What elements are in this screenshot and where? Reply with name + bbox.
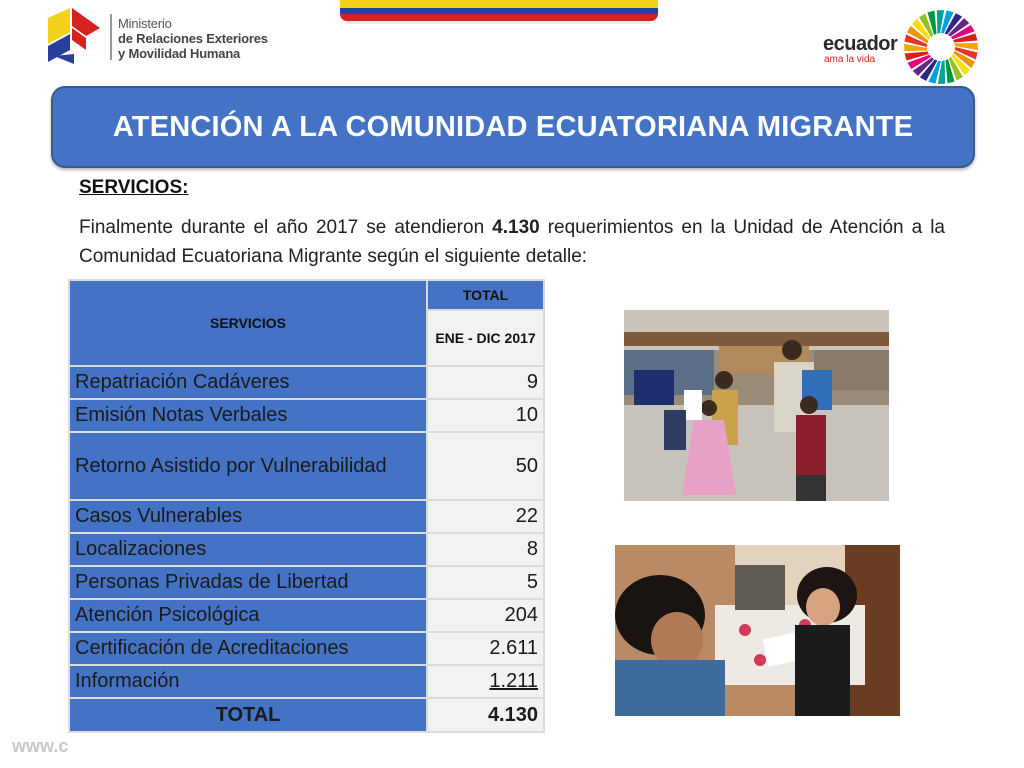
ecuador-brand-slogan: ama la vida bbox=[824, 54, 876, 65]
intro-after: requerimientos en la Unidad de Atención a la Comunidad Ecuatoriana Migrante según el siguiente detalle: bbox=[79, 217, 946, 267]
intro-before: Finalmente durante el año 2017 se atendieron bbox=[79, 217, 493, 238]
services-table bbox=[68, 279, 545, 733]
header-total: TOTAL bbox=[427, 280, 544, 310]
table-row bbox=[69, 533, 544, 566]
table-total-row bbox=[69, 698, 544, 732]
table-row bbox=[69, 632, 544, 665]
ministry-logo bbox=[46, 6, 286, 70]
row-value: 5 bbox=[427, 566, 544, 599]
row-name: Personas Privadas de Libertad bbox=[69, 566, 427, 599]
row-value: 50 bbox=[427, 432, 544, 500]
header-period: ENE - DIC 2017 bbox=[427, 310, 544, 366]
photo-airport bbox=[624, 310, 889, 501]
title-banner bbox=[51, 86, 975, 168]
header-services: SERVICIOS bbox=[69, 280, 427, 366]
row-value: 2.611 bbox=[427, 632, 544, 665]
section-label: SERVICIOS: bbox=[79, 177, 189, 198]
footer-url: www.c bbox=[12, 736, 69, 756]
ministry-line-1: Ministerio bbox=[118, 16, 172, 31]
ministry-separator bbox=[110, 14, 112, 60]
row-name: Retorno Asistido por Vulnerabilidad bbox=[69, 432, 427, 500]
flag-stripe-shadow bbox=[346, 21, 652, 24]
flag-stripe-red bbox=[340, 14, 658, 21]
total-label: TOTAL bbox=[69, 698, 427, 732]
ministry-emblem-icon bbox=[46, 6, 102, 66]
ministry-line-3: y Movilidad Humana bbox=[118, 46, 241, 61]
row-name: Emisión Notas Verbales bbox=[69, 399, 427, 432]
table-row bbox=[69, 399, 544, 432]
photo-consultation-illustration bbox=[615, 545, 900, 716]
table-row bbox=[69, 599, 544, 632]
ecuador-brand-word: ecuador bbox=[823, 33, 898, 55]
row-name: Repatriación Cadáveres bbox=[69, 366, 427, 399]
table-row bbox=[69, 500, 544, 533]
ecuador-color-wheel-icon bbox=[902, 8, 980, 86]
ministry-name bbox=[118, 16, 268, 61]
table-row bbox=[69, 665, 544, 698]
row-value: 1.211 bbox=[427, 665, 544, 698]
intro-highlight: 4.130 bbox=[492, 217, 540, 238]
flag-stripe-yellow bbox=[340, 0, 658, 8]
total-value: 4.130 bbox=[427, 698, 544, 732]
photo-consultation bbox=[615, 545, 900, 716]
table-row bbox=[69, 432, 544, 500]
table-row bbox=[69, 366, 544, 399]
table-row bbox=[69, 566, 544, 599]
row-value: 8 bbox=[427, 533, 544, 566]
intro-paragraph bbox=[79, 213, 945, 271]
row-value: 204 bbox=[427, 599, 544, 632]
row-name: Atención Psicológica bbox=[69, 599, 427, 632]
row-value: 22 bbox=[427, 500, 544, 533]
row-name: Casos Vulnerables bbox=[69, 500, 427, 533]
row-name: Información bbox=[69, 665, 427, 698]
row-name: Localizaciones bbox=[69, 533, 427, 566]
row-value: 9 bbox=[427, 366, 544, 399]
photo-airport-illustration bbox=[624, 310, 889, 501]
row-name: Certificación de Acreditaciones bbox=[69, 632, 427, 665]
ministry-line-2: de Relaciones Exteriores bbox=[118, 31, 268, 46]
row-value: 10 bbox=[427, 399, 544, 432]
page-title: ATENCIÓN A LA COMUNIDAD ECUATORIANA MIGRANTE bbox=[112, 110, 914, 143]
